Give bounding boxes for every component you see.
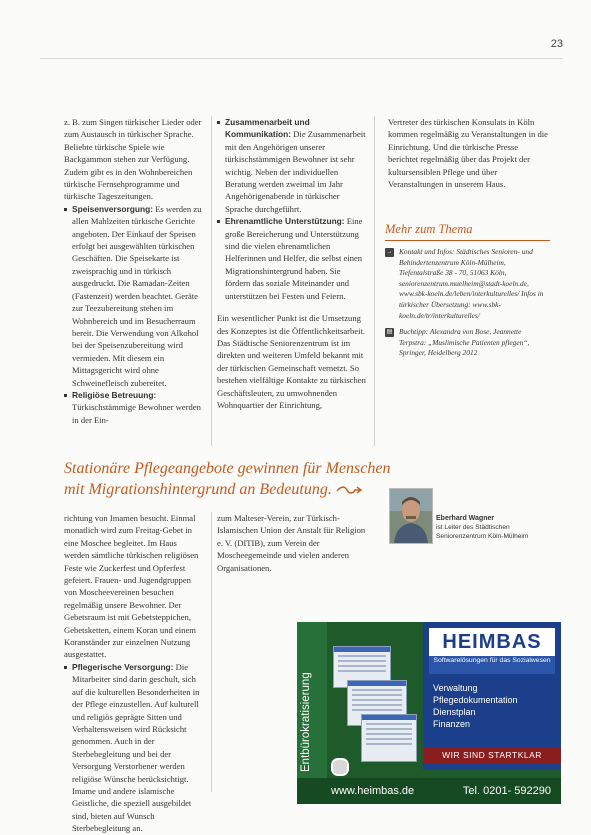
ad-phone: Tel. 0201- 592290 (462, 785, 551, 797)
bullet-text: Es werden zu allen Mahlzeiten türkische Gerichte angeboten. Der Einkauf der Speisen erfolgt bei ausgewählten türkischen Geschäften. Die Speisekarte ist zweisprachig und in türkisch ausgedruckt. Die Ramadan-Zeiten (Fastenzeit) werden beachtet. Geräte zur Teezubereitung stehen im Wohnbereich und im Besucherraum bereit. Die Verwendung von Alkohol bei der Speisenzubereitung wird vermieden. Mit diesem ein Mittagsgericht wird ohne Schweinefleisch zubereitet. (72, 203, 202, 388)
bullet-text: Die Mitarbeiter sind darin geschult, sich auf die kulturellen Besonderheiten in der Pflege einzustellen. Auf kulturell und religiös geprägte Sitten und Verhaltensweisen wird Rücksicht genommen. Auch in der Sterbebegleitung und bei der Versorgung Verstorbener werden religiöse Wünsche berücksichtigt. Imame und andere islamische Geistliche, die speziell ausgebildet sind, bieten auf Wunsch Sterbebegleitung an. (72, 661, 200, 834)
ad-feature-list (433, 682, 518, 730)
more-info-title: Mehr zum Thema (385, 222, 473, 236)
feature-item: Verwaltung (433, 683, 478, 693)
more-info-box (385, 222, 550, 365)
paragraph: zum Malteser-Verein, zur Türkisch-Islamischen Union der Anstalt für Religion e. V. (DITIB), zum Verein der Moscheegemeinde und vielen anderen Organisationen. (217, 513, 366, 573)
feature-item: Finanzen (433, 719, 471, 729)
book-icon: ▤ (386, 329, 393, 336)
paragraph: Vertreter des türkischen Konsulats in Köln kommen regelmäßig zu Veranstaltungen in die Einrichtung. Und die türkische Presse berichtet regelmäßig über das Projekt der kultursensiblen Pflege und über Veranstaltungen in unserem Haus. (388, 117, 548, 190)
software-screenshot (361, 714, 417, 762)
paragraph: Ein wesentlicher Punkt ist die Umsetzung des Konzeptes ist die Öffentlichkeitsarbeit. Das Städtische Seniorenzentrum ist im direkten und weiteren Umfeld bekannt mit der türkischen Gemeinschaft vernetzt. So bestehen vielfältige Kontakte zu türkischen Geschäftsleuten, zu umwohnenden Wohnquartier der Einrichtung, (217, 313, 366, 410)
bullet-heading: Religiöse Betreuung: (72, 389, 157, 400)
author-name: Eberhard Wagner (436, 515, 495, 522)
author-photo (389, 488, 433, 544)
bullet-heading: Zusammenarbeit und Kommunikation: (225, 117, 310, 140)
bullet-ehrenamt (217, 215, 367, 302)
column-divider (211, 512, 212, 792)
column-divider (374, 116, 375, 446)
heimbas-logo: HEIMBAS (429, 628, 555, 656)
upper-column-3 (388, 116, 548, 190)
circle-info-icon: → (386, 249, 393, 255)
ad-footer (297, 778, 561, 804)
bullet-text: Türkischstämmige Bewohner werden in der Ein- (72, 402, 201, 425)
header-rule (40, 58, 563, 59)
author-caption (436, 514, 566, 541)
page-number: 23 (550, 38, 563, 50)
column-divider (211, 116, 212, 446)
ad-brand-panel (423, 622, 561, 770)
lower-column-2 (217, 512, 367, 574)
ad-website-link[interactable]: www.heimbas.de (331, 785, 415, 797)
author-role: ist Leiter des Städtischen (436, 524, 510, 531)
bullet-pflegerische-versorgung (64, 661, 204, 835)
bullet-religioese-betreuung (64, 389, 204, 426)
box-rule (385, 240, 550, 241)
book-tip-text: Buchtipp: Alexandra von Bose, Jeannette Terpstra: „Muslimische Patienten pflegen“, Springer, Heidelberg 2012 (399, 327, 530, 358)
portrait-image (390, 489, 432, 543)
headline-text: mit Migrationshintergrund an Bedeutung. (64, 481, 332, 498)
bullet-speisenversorgung (64, 203, 204, 389)
contact-info (385, 247, 550, 321)
bullet-text: Eine große Bereicherung und Unterstützung sind die vielen ehrenamtlichen Helferinnen und Helfer, die selbst einen Migrationshintergrund haben. Sie fördern das soziale Miteinander und unterstützen bei Festen und Feiern. (225, 216, 363, 301)
power-button-icon (331, 758, 349, 776)
upper-column-1 (64, 116, 204, 426)
feature-item: Dienstplan (433, 707, 476, 717)
contact-text: Kontakt und Infos: Städtisches Senioren- und Behindertenzentrum Köln-Mülheim, Tiefentalstraße 38 - 70, 51063 Köln, seniorenzentrum.muelheim@stadt-koeln.de, www.sbk-koeln.de/leben/interkulturelles/ Infos in türkischer Übersetzung: www.sbk-koeln.de/tr/interkulturelles/ (399, 247, 544, 320)
headline-line-1: Stationäre Pflegeangebote gewinnen für Menschen (64, 460, 391, 477)
bullet-text: Die Zusammenarbeit mit den Angehörigen unserer türkischstämmigen Bewohner ist sehr wichtig. Neben der individuellen Beratung werden zweimal im Jahr Angehörigenabende in türkischer Sprache durchgeführt. (225, 129, 366, 214)
heimbas-advertisement[interactable] (297, 622, 561, 804)
lower-column-1 (64, 512, 204, 835)
upper-column-2 (217, 116, 367, 411)
bullet-zusammenarbeit (217, 116, 367, 215)
ad-tagline: Softwarelösungen für das Sozialwesen (429, 656, 555, 674)
ad-slogan: WIR SIND STARTKLAR (423, 747, 561, 763)
bullet-heading: Ehrenamtliche Unterstützung: (225, 216, 345, 227)
ad-vertical-text: Entbürokratisierung (300, 672, 312, 772)
paragraph: richtung von Imamen besucht. Einmal monatlich wird zum Freitag-Gebet in eine Moschee begleitet. Im Haus werden sämtliche türkischen religiösen Feste wie Zuckerfest und Opferfest gefeiert. Frauen- und Jugendgruppen von Moscheevereinen besuchen regelmäßig unsere Bewohner. Der Gebetsraum ist mit Gebetsteppichen, Gebetsketten, einem Koran und einem Koranständer zur einzelnen Nutzung ausgestattet. (64, 513, 199, 660)
bullet-heading: Speisenversorgung: (72, 203, 153, 214)
bullet-heading: Pflegerische Versorgung: (72, 661, 174, 672)
swirl-ornament-icon (336, 485, 362, 495)
feature-item: Pflegedokumentation (433, 695, 518, 705)
paragraph: z. B. zum Singen türkischer Lieder oder zum Austausch in türkischer Sprache. Beliebte türkische Spiele wie Backgammon stehen zur Verfügung. Zudem gibt es in den Wohnbereichen türkische Fernsehprogramme und türkische Tageszeitungen. (64, 117, 202, 202)
author-org: Seniorenzentrum Köln-Mülheim (436, 533, 529, 540)
book-tip (385, 327, 550, 359)
